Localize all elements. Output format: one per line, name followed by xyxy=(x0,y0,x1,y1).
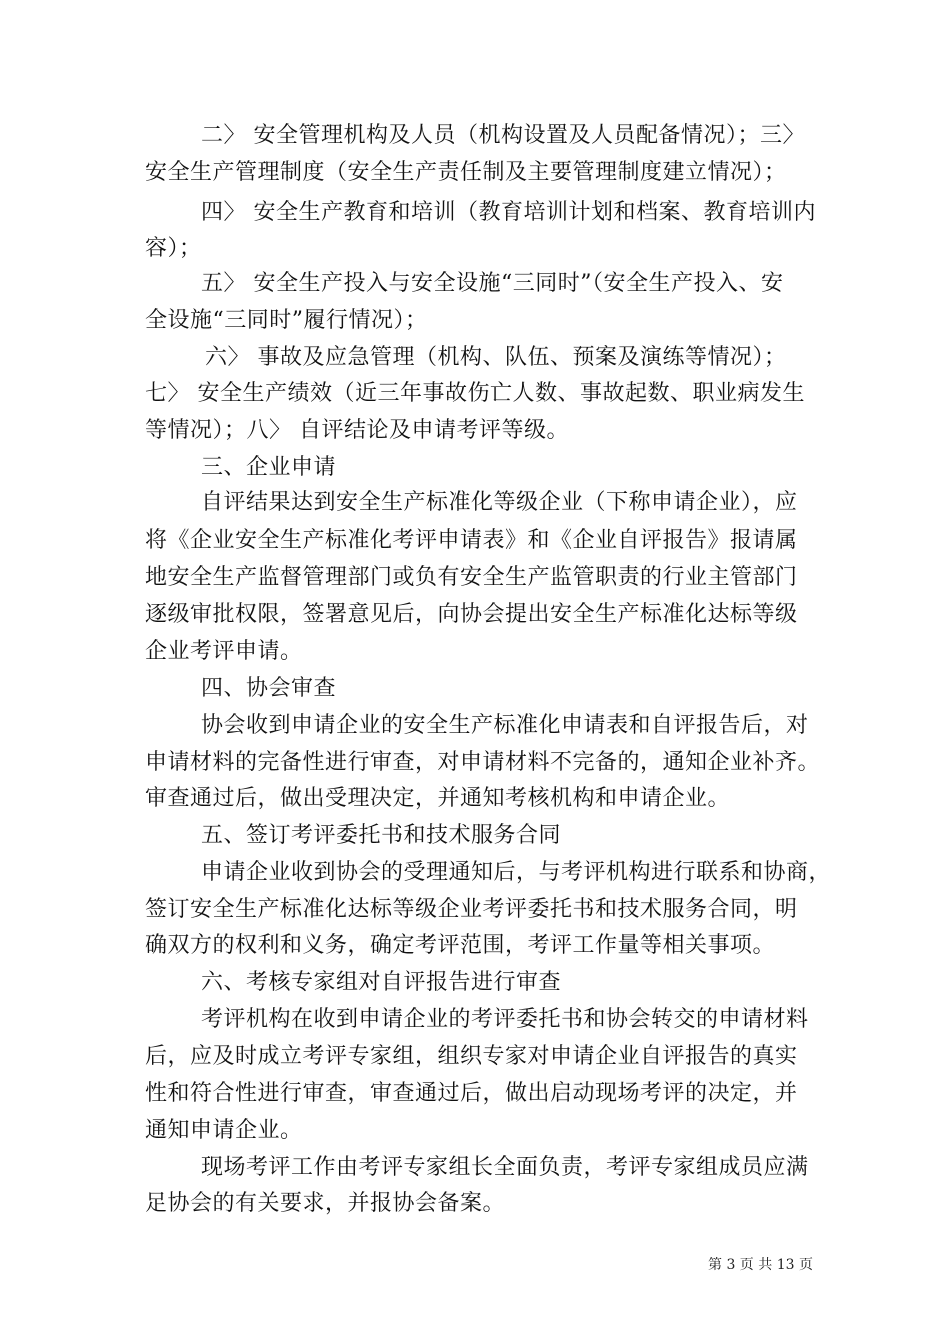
text-line: 等情况）；八〉 自评结论及申请考评等级。 xyxy=(145,418,569,443)
text-line: 考评机构在收到申请企业的考评委托书和协会转交的申请材料 xyxy=(201,1007,809,1032)
section-heading: 四、协会审查 xyxy=(201,676,337,701)
text-line: 通知申请企业。 xyxy=(145,1118,303,1143)
text-line: 全设施“三同时”履行情况）； xyxy=(145,308,428,333)
text-line: 确双方的权利和义务，确定考评范围，考评工作量等相关事项。 xyxy=(145,933,776,958)
text-line: 协会收到申请企业的安全生产标准化申请表和自评报告后，对 xyxy=(201,713,809,738)
text-line: 地安全生产监督管理部门或负有安全生产监管职责的行业主管部门 xyxy=(145,565,798,590)
text-line: 足协会的有关要求，并报协会备案。 xyxy=(145,1191,506,1216)
text-line: 性和符合性进行审查，审查通过后，做出启动现场考评的决定，并 xyxy=(145,1081,798,1106)
text-line: 后，应及时成立考评专家组，组织专家对申请企业自评报告的真实 xyxy=(145,1044,798,1069)
text-line: 容）； xyxy=(145,236,202,261)
text-line: 逐级审批权限，签署意见后，向协会提出安全生产标准化达标等级 xyxy=(145,602,798,627)
text-line: 申请材料的完备性进行审查，对申请材料不完备的，通知企业补齐。 xyxy=(145,750,821,775)
text-line: 五〉 安全生产投入与安全设施“三同时”（安全生产投入、安 xyxy=(201,271,784,296)
page-number: 第 3 页 共 13 页 xyxy=(708,1257,813,1273)
text-line: 七〉 安全生产绩效（近三年事故伤亡人数、事故起数、职业病发生 xyxy=(145,381,805,406)
text-line: 申请企业收到协会的受理通知后，与考评机构进行联系和协商， xyxy=(201,860,832,885)
section-heading: 六、考核专家组对自评报告进行审查 xyxy=(201,970,562,995)
text-line: 四〉 安全生产教育和培训（教育培训计划和档案、教育培训内 xyxy=(201,200,816,225)
text-line: 自评结果达到安全生产标准化等级企业（下称申请企业），应 xyxy=(201,490,798,515)
text-line: 六〉 事故及应急管理（机构、队伍、预案及演练等情况）； xyxy=(205,345,787,370)
text-line: 将《企业安全生产标准化考评申请表》和《企业自评报告》报请属 xyxy=(145,528,798,553)
text-line: 审查通过后，做出受理决定，并通知考核机构和申请企业。 xyxy=(145,786,731,811)
text-line: 签订安全生产标准化达标等级企业考评委托书和技术服务合同，明 xyxy=(145,897,798,922)
text-line: 二〉 安全管理机构及人员（机构设置及人员配备情况）；三〉 xyxy=(201,123,805,148)
text-line: 现场考评工作由考评专家组长全面负责，考评专家组成员应满 xyxy=(201,1155,809,1180)
text-line: 安全生产管理制度（安全生产责任制及主要管理制度建立情况）； xyxy=(145,160,787,185)
section-heading: 三、企业申请 xyxy=(201,455,337,480)
text-line: 企业考评申请。 xyxy=(145,639,303,664)
section-heading: 五、签订考评委托书和技术服务合同 xyxy=(201,823,562,848)
